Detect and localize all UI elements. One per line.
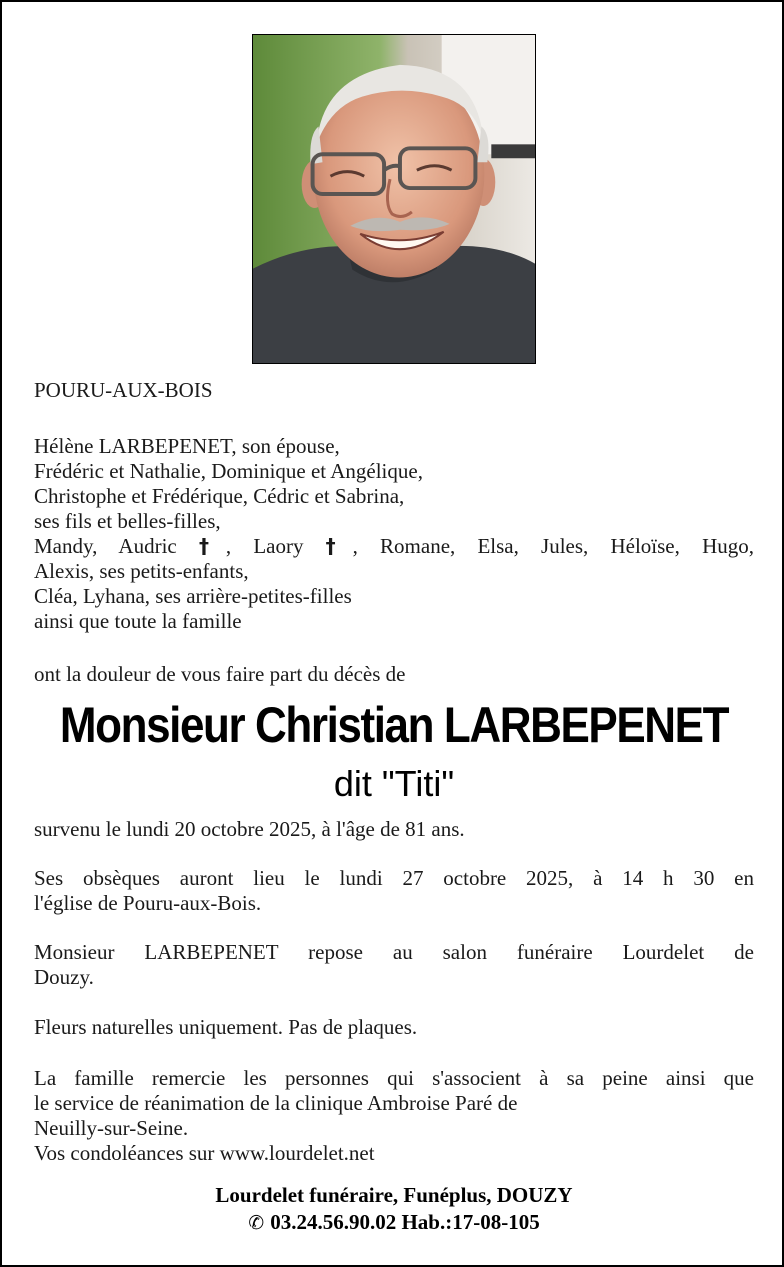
grandchild-name: Elsa,	[477, 534, 519, 558]
phone-line	[2, 1209, 784, 1237]
phone-number[interactable]: 03.24.56.90.02 Hab.:17-08-105	[270, 1210, 540, 1234]
location-text: POURU-AUX-BOIS	[34, 378, 213, 402]
grandchild-name: Laory	[253, 534, 304, 558]
family-line: Frédéric et Nathalie, Dominique et Angélique,	[34, 459, 423, 483]
condolences-link[interactable]: Vos condoléances sur www.lourdelet.net	[34, 1141, 375, 1165]
thanks-line: La famille remercie les personnes qui s'associent à sa peine ainsi que	[34, 1066, 754, 1090]
funeral-home-footer	[2, 1182, 784, 1237]
family-line: Alexis, ses petits-enfants,	[34, 559, 249, 583]
announcement-text: ont la douleur de vous faire part du décès de	[34, 662, 406, 686]
family-line: Christophe et Frédérique, Cédric et Sabrina,	[34, 484, 405, 508]
location	[34, 378, 754, 403]
thanks-info	[34, 1066, 754, 1166]
grandchild-name: Jules,	[541, 534, 589, 558]
portrait-photo	[252, 34, 536, 364]
funeral-line: Ses obsèques auront lieu le lundi 27 octobre 2025, à 14 h 30 en	[34, 866, 754, 890]
grandchild-name: Héloïse,	[610, 534, 680, 558]
death-info-text: survenu le lundi 20 octobre 2025, à l'âge de 81 ans.	[34, 817, 465, 841]
cross-icon: †	[325, 534, 353, 558]
family-line: Hélène LARBEPENET, son épouse,	[34, 434, 340, 458]
separator: ,	[352, 534, 358, 558]
separator: ,	[225, 534, 232, 558]
flowers-info	[34, 1015, 754, 1040]
funeral-line: l'église de Pouru-aux-Bois.	[34, 891, 262, 915]
funeral-info	[34, 866, 754, 916]
phone-icon: ✆	[248, 1212, 265, 1234]
thanks-line: le service de réanimation de la clinique Ambroise Paré de	[34, 1091, 518, 1115]
family-line: ses fils et belles-filles,	[34, 509, 221, 533]
cross-icon: †	[198, 534, 226, 558]
portrait-image	[253, 35, 535, 363]
family-list	[34, 434, 754, 634]
flowers-text: Fleurs naturelles uniquement. Pas de plaques.	[34, 1015, 418, 1039]
family-line: Cléa, Lyhana, ses arrière-petites-filles	[34, 584, 352, 608]
grandchild-name: Romane,	[380, 534, 456, 558]
announcement	[34, 662, 754, 687]
thanks-line: Neuilly-sur-Seine.	[34, 1116, 189, 1140]
deceased-name: Monsieur Christian LARBEPENET	[59, 697, 729, 753]
grandchildren-line	[34, 534, 754, 559]
grandchild-name: Hugo,	[702, 534, 754, 558]
grandchild-name: Mandy,	[34, 534, 98, 558]
death-info	[34, 817, 754, 842]
nickname: dit "Titi"	[333, 763, 455, 804]
rest-line: Douzy.	[34, 965, 94, 989]
rest-line: Monsieur LARBEPENET repose au salon funéraire Lourdelet de	[34, 940, 754, 964]
grandchild-name: Audric	[118, 534, 177, 558]
family-line: ainsi que toute la famille	[34, 609, 242, 633]
rest-info	[34, 940, 754, 990]
funeral-home-name: Lourdelet funéraire, Funéplus, DOUZY	[215, 1183, 573, 1207]
